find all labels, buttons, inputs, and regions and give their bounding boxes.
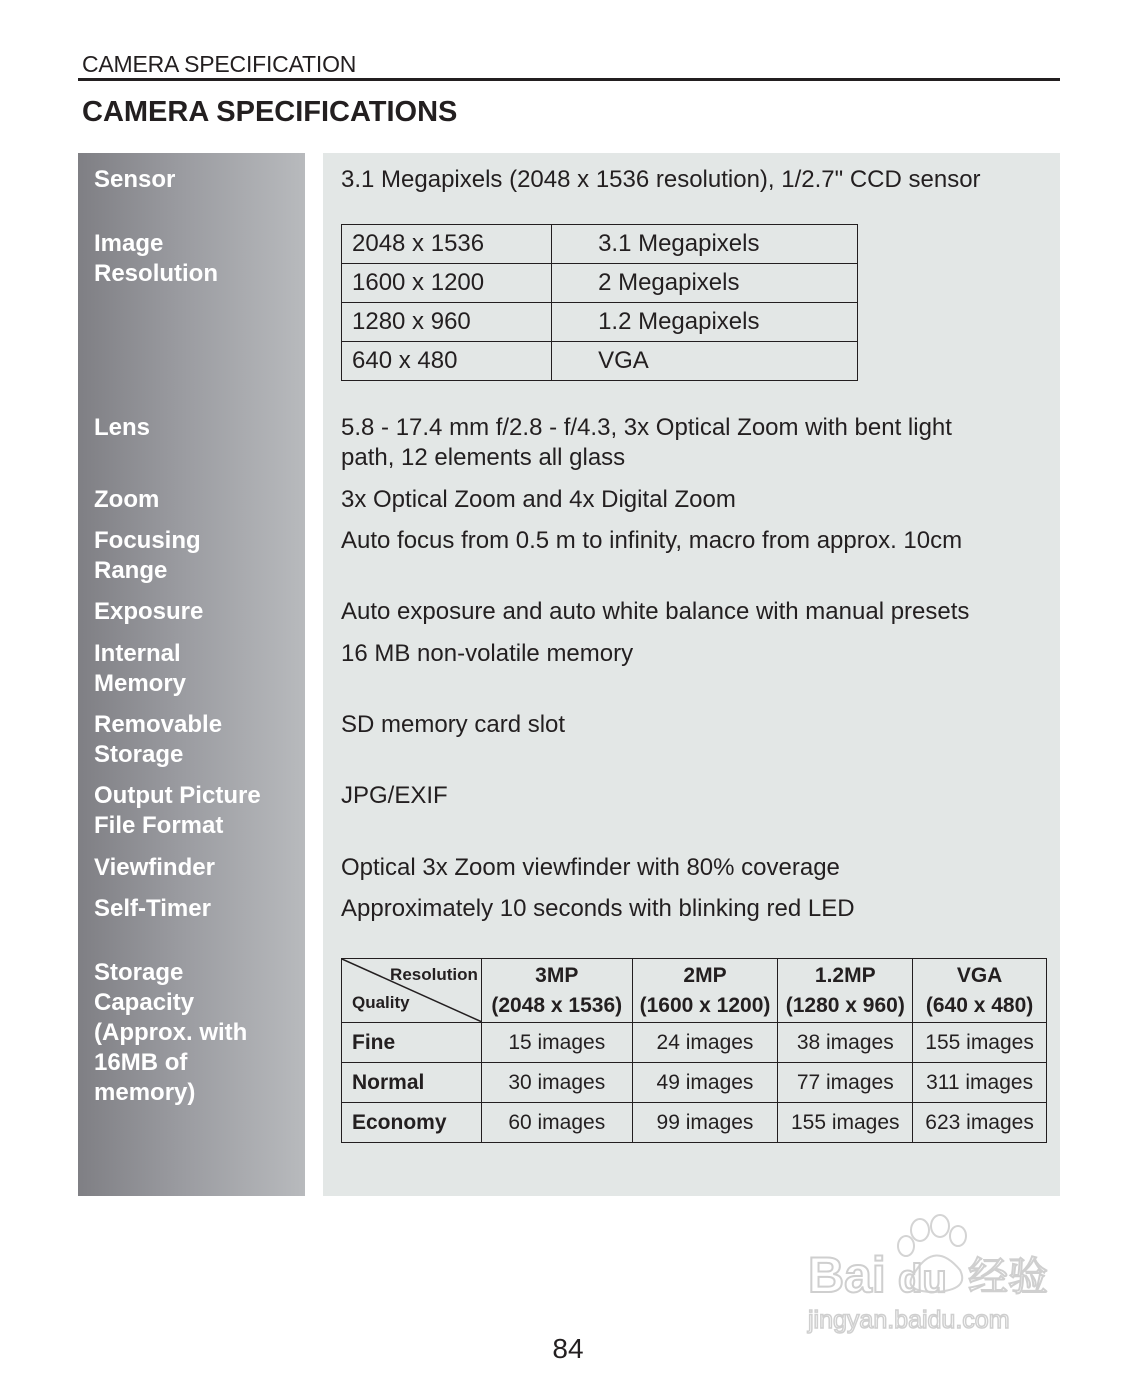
spec-label-sensor: Sensor — [94, 166, 176, 193]
spec-value-lens — [341, 413, 952, 473]
capacity-cell: 623 images — [913, 1103, 1047, 1143]
quality-label-cell: Economy — [342, 1103, 482, 1143]
table-row — [342, 1103, 1047, 1143]
label-line: Resolution — [94, 260, 218, 287]
paw-icon — [800, 1210, 1070, 1340]
spec-label-internal-memory — [94, 639, 186, 699]
column-name: 1.2MP — [814, 963, 876, 987]
spec-label-self-timer: Self-Timer — [94, 895, 211, 922]
table-row — [342, 264, 858, 303]
value-line: path, 12 elements all glass — [341, 444, 626, 471]
spec-value-viewfinder: Optical 3x Zoom viewfinder with 80% coverage — [341, 854, 840, 881]
svg-text:经验: 经验 — [968, 1254, 1048, 1300]
resolution-size-cell: 2048 x 1536 — [342, 225, 552, 264]
capacity-cell: 30 images — [481, 1063, 632, 1103]
table-row — [342, 342, 858, 381]
value-line: 5.8 - 17.4 mm f/2.8 - f/4.3, 3x Optical Zoom with bent light — [341, 414, 952, 441]
spec-label-image-resolution — [94, 229, 218, 289]
resolution-size-cell: 1600 x 1200 — [342, 264, 552, 303]
spec-label-zoom: Zoom — [94, 486, 160, 513]
svg-text:Bai: Bai — [808, 1247, 886, 1303]
column-name: 2MP — [683, 963, 727, 987]
label-line: Range — [94, 557, 168, 584]
resolution-desc-cell: VGA — [552, 342, 858, 381]
corner-header-cell — [342, 959, 482, 1023]
spec-label-removable-storage — [94, 710, 222, 770]
spec-value-self-timer: Approximately 10 seconds with blinking red LED — [341, 895, 855, 922]
column-name: VGA — [956, 963, 1003, 987]
spec-label-lens: Lens — [94, 414, 151, 441]
label-line: Storage — [94, 741, 184, 768]
corner-quality-label: Quality — [352, 993, 410, 1012]
label-line: Memory — [94, 670, 187, 697]
spec-label-focusing-range — [94, 526, 201, 586]
resolution-desc-cell: 1.2 Megapixels — [552, 303, 858, 342]
capacity-cell: 311 images — [913, 1063, 1047, 1103]
capacity-cell: 60 images — [481, 1103, 632, 1143]
label-line: 16MB of — [94, 1049, 188, 1076]
resolution-desc-cell: 2 Megapixels — [552, 264, 858, 303]
column-res: (640 x 480) — [925, 993, 1034, 1017]
capacity-cell: 99 images — [632, 1103, 778, 1143]
capacity-cell: 155 images — [778, 1103, 913, 1143]
baidu-watermark-logo — [800, 1210, 1070, 1345]
label-line: Output Picture — [94, 782, 261, 809]
label-line: Storage — [94, 959, 184, 986]
spec-value-focusing-range: Auto focus from 0.5 m to infinity, macro from approx. 10cm — [341, 527, 963, 554]
column-name: 3MP — [535, 963, 579, 987]
capacity-cell: 49 images — [632, 1063, 778, 1103]
page-number: 84 — [552, 1333, 584, 1364]
table-row — [342, 1023, 1047, 1063]
spec-label-output-format — [94, 781, 261, 841]
spec-value-internal-memory: 16 MB non-volatile memory — [341, 640, 634, 667]
spec-value-sensor: 3.1 Megapixels (2048 x 1536 resolution), 1/2.7" CCD sensor — [341, 166, 981, 193]
capacity-cell: 15 images — [481, 1023, 632, 1063]
resolution-table — [341, 224, 858, 381]
quality-label-cell: Fine — [342, 1023, 482, 1063]
resolution-size-cell: 1280 x 960 — [342, 303, 552, 342]
spec-label-storage-capacity — [94, 958, 247, 1108]
column-header — [913, 959, 1047, 1023]
capacity-cell: 24 images — [632, 1023, 778, 1063]
quality-label-cell: Normal — [342, 1063, 482, 1103]
label-line: Image — [94, 230, 164, 257]
label-line: Removable — [94, 711, 223, 738]
column-header — [778, 959, 913, 1023]
label-line: File Format — [94, 812, 224, 839]
storage-capacity-table — [341, 958, 1047, 1143]
column-res: (1600 x 1200) — [639, 993, 771, 1017]
spec-value-removable-storage: SD memory card slot — [341, 711, 566, 738]
table-row — [342, 1063, 1047, 1103]
column-header — [481, 959, 632, 1023]
table-header-row — [342, 959, 1047, 1023]
capacity-cell: 38 images — [778, 1023, 913, 1063]
spec-value-exposure: Auto exposure and auto white balance with manual presets — [341, 598, 970, 625]
label-line: Focusing — [94, 527, 201, 554]
label-line: memory) — [94, 1079, 196, 1106]
spec-value-output-format: JPG/EXIF — [341, 782, 448, 809]
capacity-cell: 77 images — [778, 1063, 913, 1103]
section-header-label: CAMERA SPECIFICATION — [82, 51, 357, 77]
resolution-size-cell: 640 x 480 — [342, 342, 552, 381]
capacity-cell: 155 images — [913, 1023, 1047, 1063]
page-title: CAMERA SPECIFICATIONS — [82, 96, 458, 128]
label-line: Internal — [94, 640, 181, 667]
svg-text:du: du — [898, 1257, 947, 1301]
header-rule — [78, 78, 1060, 81]
label-line: (Approx. with — [94, 1019, 248, 1046]
spec-value-zoom: 3x Optical Zoom and 4x Digital Zoom — [341, 486, 736, 513]
column-res: (2048 x 1536) — [491, 993, 623, 1017]
resolution-desc-cell: 3.1 Megapixels — [552, 225, 858, 264]
spec-label-viewfinder: Viewfinder — [94, 854, 215, 881]
svg-text:jingyan.baidu.com: jingyan.baidu.com — [808, 1306, 1010, 1334]
table-row — [342, 225, 858, 264]
column-header — [632, 959, 778, 1023]
label-line: Capacity — [94, 989, 195, 1016]
column-res: (1280 x 960) — [785, 993, 905, 1017]
table-row — [342, 303, 858, 342]
spec-label-exposure: Exposure — [94, 598, 204, 625]
corner-resolution-label: Resolution — [390, 965, 478, 984]
